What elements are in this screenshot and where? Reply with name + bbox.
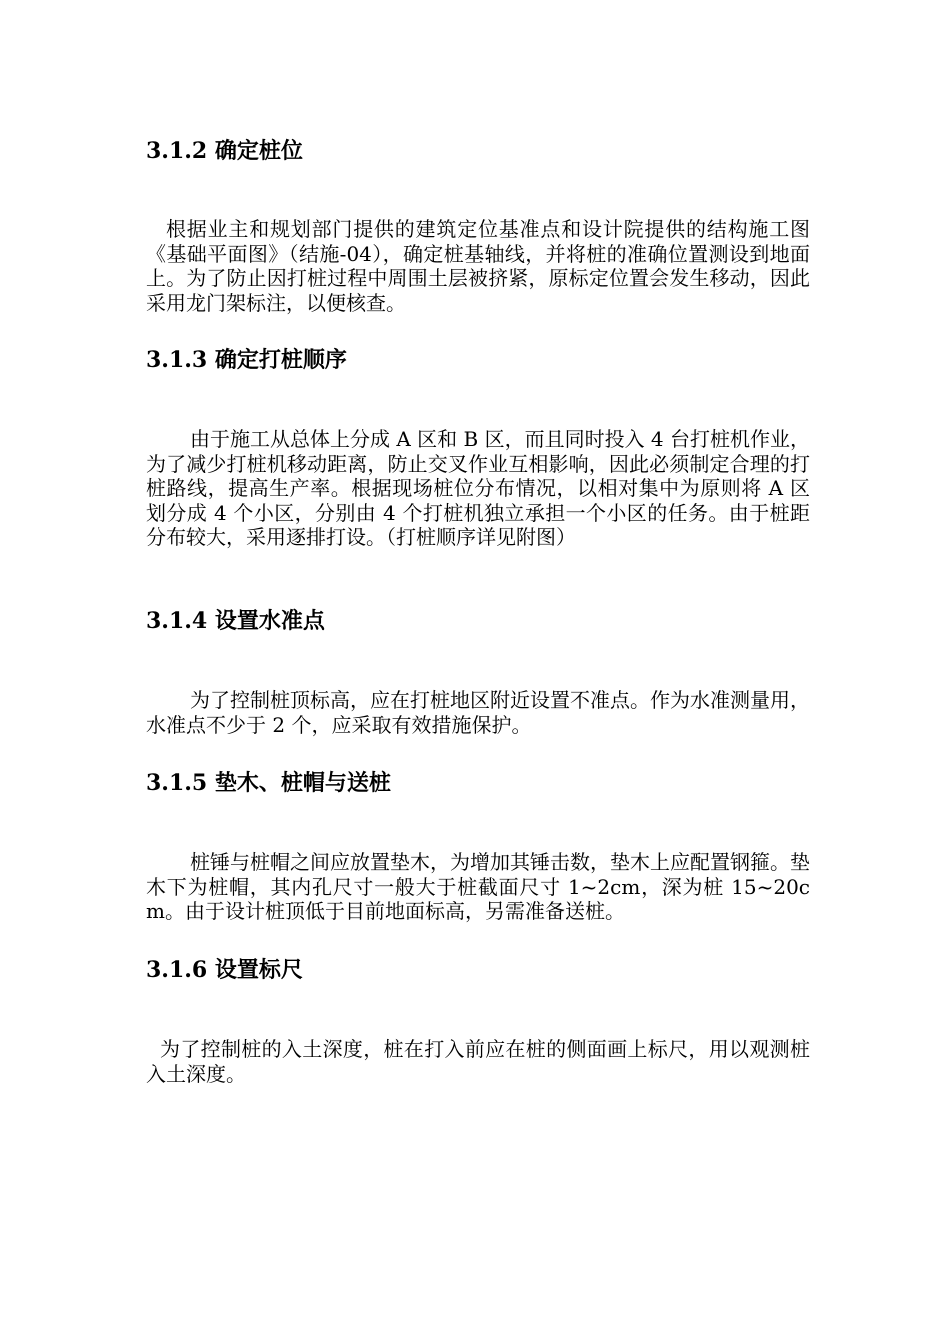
section-heading-3-1-3: 3.1.3 确定打桩顺序 bbox=[146, 347, 347, 373]
section-body-3-1-6: 为了控制桩的入土深度，桩在打入前应在桩的侧面画上标尺，用以观测桩入土深度。 bbox=[146, 1037, 810, 1086]
section-heading-3-1-4: 3.1.4 设置水准点 bbox=[146, 608, 325, 634]
section-heading-3-1-5: 3.1.5 垫木、桩帽与送桩 bbox=[146, 770, 391, 796]
section-heading-3-1-6: 3.1.6 设置标尺 bbox=[146, 957, 303, 983]
section-body-3-1-4: 为了控制桩顶标高，应在打桩地区附近设置不准点。作为水准测量用，水准点不少于 2 个，应采取有效措施保护。 bbox=[146, 688, 810, 737]
section-body-3-1-3: 由于施工从总体上分成 A 区和 B 区，而且同时投入 4 台打桩机作业，为了减少打桩机移动距离，防止交叉作业互相影响，因此必须制定合理的打桩路线，提高生产率。根据现场桩位分布情况，以相对集中为原则将 A 区划分成 4 个小区，分别由 4 个打桩机独立承担一个小区的任务。由于桩距分布较大，采用逐排打设。（打桩顺序详见附图） bbox=[146, 427, 811, 550]
section-body-3-1-2: 根据业主和规划部门提供的建筑定位基准点和设计院提供的结构施工图《基础平面图》（结施-04），确定桩基轴线，并将桩的准确位置测设到地面上。为了防止因打桩过程中周围土层被挤紧，原标定位置会发生移动，因此采用龙门架标注，以便核查。 bbox=[146, 217, 810, 315]
section-body-3-1-5: 桩锤与桩帽之间应放置垫木，为增加其锤击数，垫木上应配置钢箍。垫木下为桩帽，其内孔尺寸一般大于桩截面尺寸 1~2cm，深为桩 15~20cm。由于设计桩顶低于目前地面标高，另需准备送桩。 bbox=[146, 850, 810, 924]
section-heading-3-1-2: 3.1.2 确定桩位 bbox=[146, 138, 303, 164]
